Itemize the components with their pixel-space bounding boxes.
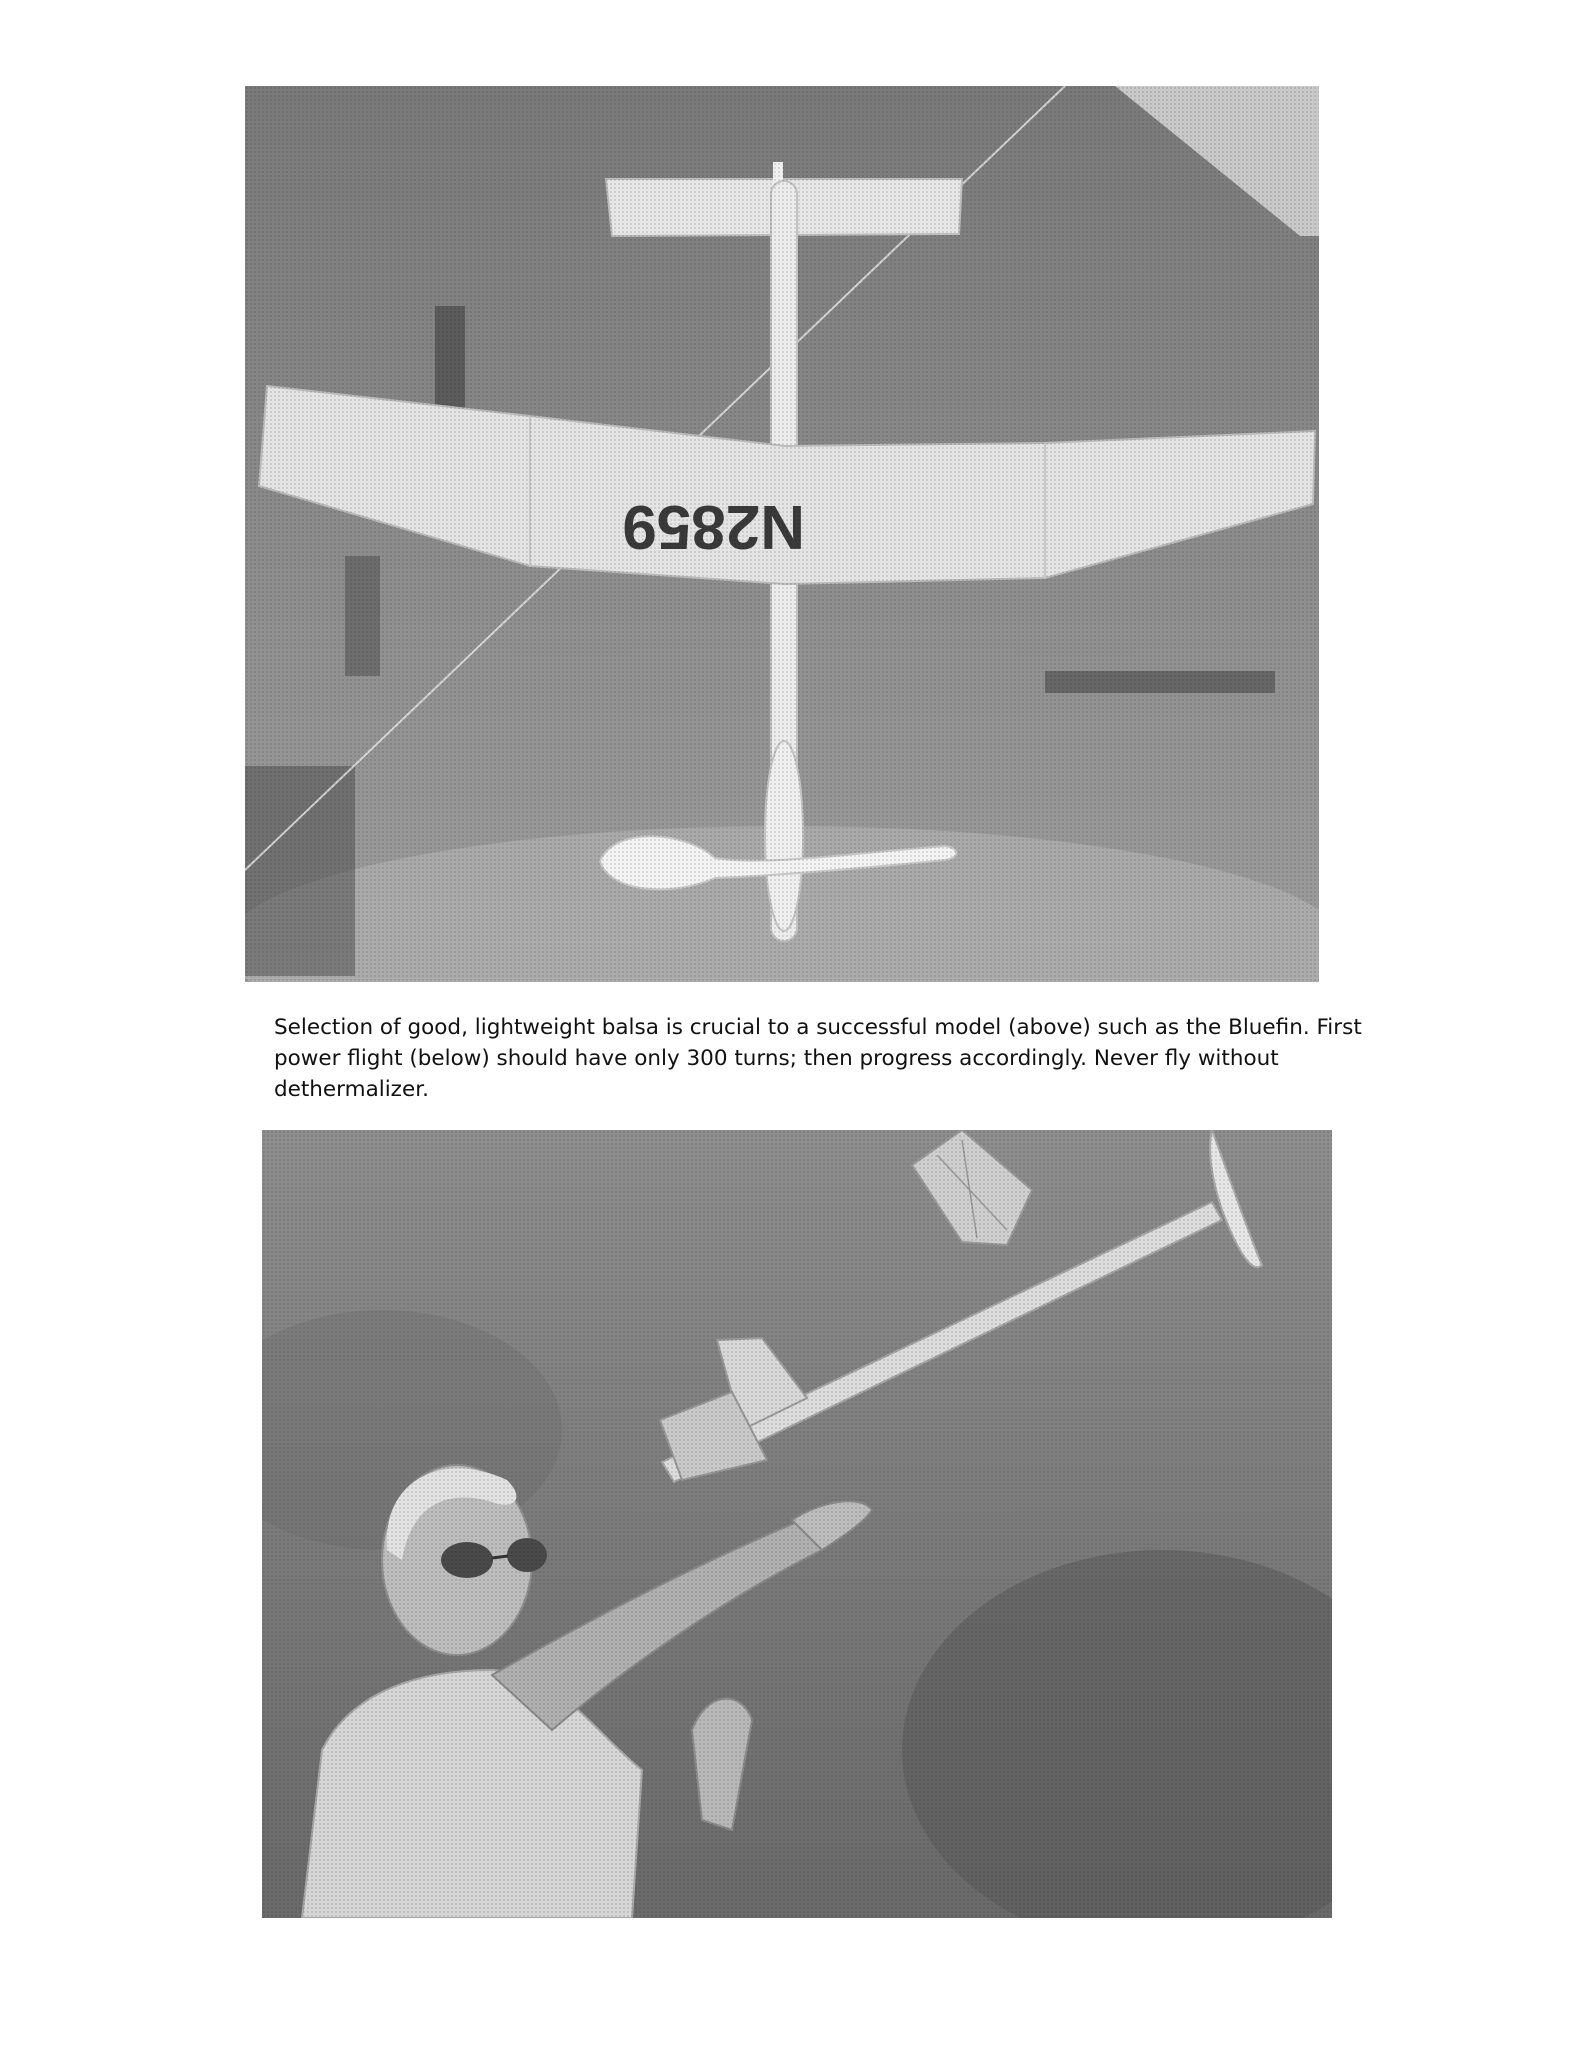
- launch-scene-image: [262, 1130, 1332, 1918]
- model-top-view-image: [245, 86, 1319, 982]
- photo-launch-below: [262, 1130, 1332, 1918]
- photo-model-above: [245, 86, 1319, 982]
- figure-caption: [274, 1012, 1362, 1105]
- caption-line: Selection of good, lightweight balsa is crucial to a successful model (above) such as the Bluefin. First: [274, 1015, 1362, 1040]
- caption-line: dethermalizer.: [274, 1077, 429, 1102]
- caption-line: power flight (below) should have only 300 turns; then progress accordingly. Never fly without: [274, 1046, 1279, 1071]
